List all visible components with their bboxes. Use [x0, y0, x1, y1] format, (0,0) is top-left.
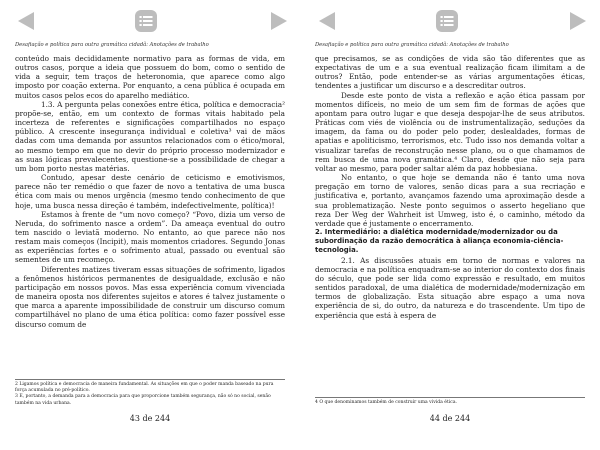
page-number: 44 de 244 [429, 414, 471, 423]
right-page [315, 40, 585, 444]
footnotes [315, 397, 585, 406]
section-heading: 2. Intermediário: a dialética modernidade/modernizador ou da subordinação da razão democrática à aliança economia-ciência-tecnologia. [315, 227, 564, 255]
reader-toolbar [0, 0, 600, 38]
paragraph: Contudo, apesar deste cenário de ceticismo e emotivismos, parece não ter remédio o que fazer de novo a tentativa de uma busca ética com mais ou menos urgência (mesmo tendo conhecimento de que hoje, uma busca nessa direção é também, indefectivelmente, política)! [15, 173, 285, 210]
paragraph: Estamos à frente de “um novo começo? “Povo, dizia um verso de Neruda, do sofrimento nasce a ordem”. Da ameaça eventual do outro tem nascido o leviatã moderno. No entanto, ao que parece não nos restam mais começos (Incipit), mais momentos criadores. Segundo Jonas as experiências fortes e o sofrimento atual, passado ou eventual são sementes de um recomeço. [15, 209, 285, 265]
menu-list-icon[interactable] [134, 9, 158, 33]
footnote: 3 E, portanto, a demanda para a democracia para que proporcione também segurança, não só no social, senão também na vida urbana. [15, 394, 271, 406]
running-head: Desafiação e política para outra gramática cidadã: Anotações de trabalho [315, 42, 509, 48]
menu-list-icon[interactable] [435, 9, 459, 33]
chevron-right-icon[interactable] [567, 10, 589, 32]
chevron-left-icon[interactable] [316, 10, 338, 32]
chevron-left-icon[interactable] [15, 10, 37, 32]
paragraph: No entanto, o que hoje se demanda não é tanto uma nova pregação em torno de valores, senão dicas para a sua recriação e justificativa e, portanto, avançamos fazendo uma aproximação desde a sua problematização. Neste ponto seguimos o asserto hegeliano que reza Der Weg der Wahrheit ist Umweg, isto é, o caminho, método da verdade que é justamente o encerramento. [315, 173, 585, 228]
paragraph: 2.1. As discussões atuais em torno de normas e valores na democracia e na política enquadram-se ao interior do contexto dos finais do século, que pode ser lida como expressão e resultado, em muitos sentidos paradoxal, de uma dialética de modernidade/modernização em termos de globalização. Esta situação abre espaço a uma nova experiência de si, do outro, da natureza e do trascendente. Um tipo de experiência que está à espera de [315, 255, 585, 320]
running-head: Desafiação e política para outra gramática cidadã: Anotações de trabalho [15, 42, 209, 48]
page-body [15, 54, 285, 329]
footnote: 4 O que denominamos também de construir uma vivida ética. [315, 400, 457, 405]
paragraph: conteúdo mais decididamente normativo para as formas de vida, em outros casos, porque a ideia que possuem do bom, como o sentido de vida a seguir, tem traços de heteronomia, que aparece como algo imposto por coação externa. Por enquanto, a cena pública é ocupada em muitos casos pelos ecos do aparelho mediático. [15, 54, 285, 100]
page-body [315, 54, 585, 320]
chevron-right-icon[interactable] [268, 10, 290, 32]
paragraph: Desde este ponto de vista a reflexão e ação ética passam por momentos difíceis, no meio de um sem fim de formas de ações que apontam para outro lugar e que deseja despojar-lhe de seus atributos. Práticas com viés de violência ou de instrumentalização, seduções da imagem, da fama ou do poder pelo poder, deslealdades, formas de apatias e apoliticismo, terrorismos, etc. Tudo isso nos demanda voltar a visualizar tarefas de reconstrução nesse plano, ou o que chamamos de rem busca de uma nova gramática.⁴ Claro, desde que não seja para voltar ao mesmo, para poder saltar além da paz hobbesiana. [315, 90, 585, 173]
footnotes [15, 379, 285, 407]
page-number: 43 de 244 [129, 414, 171, 423]
footnote: 2 Ligamos política e democracia de maneira fundamental. As situações em que o poder manda baseado na pura força acumulada no pré-político. [15, 382, 274, 394]
paragraph: 1.3. A pergunta pelas conexões entre ética, política e democracia² propõe-se, então, em um contexto de formas vitais habitado pela incerteza de referentes e significações compartilhados no espaço público. A crescente insegurança individual e coletiva³ vai de mãos dadas com uma demanda por assuntos relacionados com o ético/moral, ao mesmo tempo em que no devir do próprio processo modernizador e as suas lógicas prevalecentes, questione-se a possibilidade de chegar a um bom porto nestas matérias. [15, 99, 285, 173]
left-page [15, 40, 285, 444]
paragraph: Diferentes matizes tiveram essas situações de sofrimento, ligados a fenômenos históricos permanentes de desigualdade, exclusão e não participação em nossos povos. Mas essa experiência comum vivenciada de maneira oposta nos diferentes sujeitos e atores é talvez justamente o que marca a aparente impossibilidade de construir um discurso comum compartilhável no plano de uma ética política: como fazer possível esse discurso comum de [15, 264, 285, 329]
paragraph: que precisamos, se as condições de vida são tão diferentes que as expectativas de um e a sua eventual realização ficam ilimitam a de outros? Então, pode entender-se as várias argumentações éticas, tendentes a justificar um discurso e a descreditar outros. [315, 54, 585, 91]
